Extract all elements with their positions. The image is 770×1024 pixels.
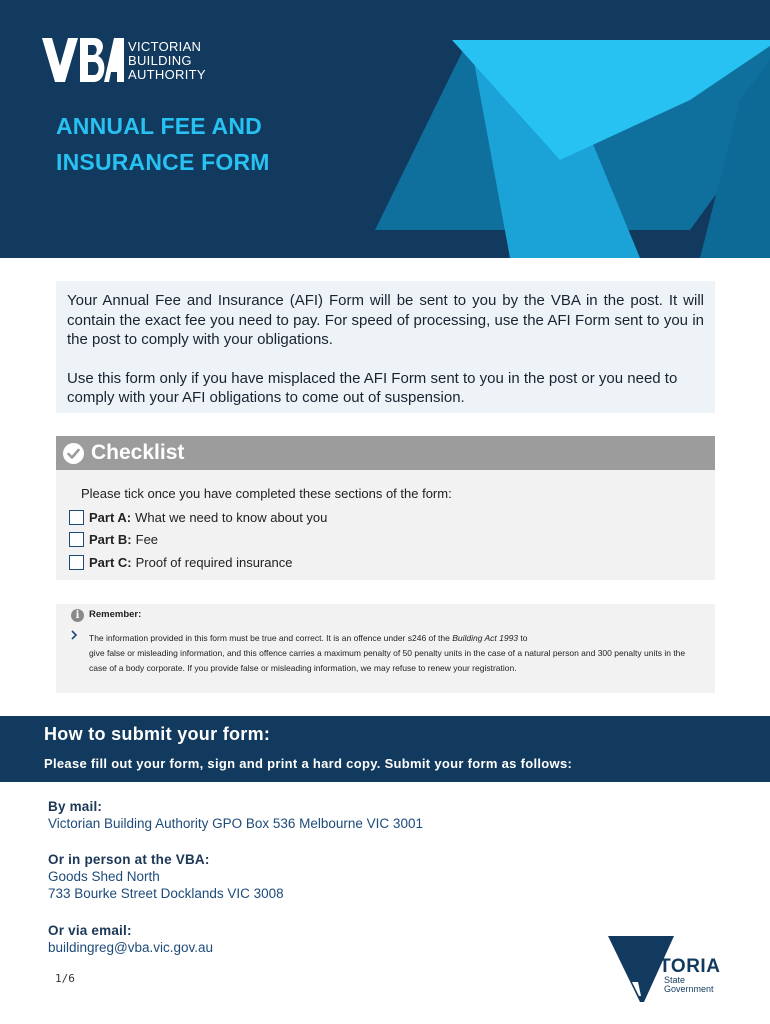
submit-subtitle: Please fill out your form, sign and print a hard copy. Submit your form as follows: bbox=[44, 756, 573, 771]
part-b-text: Fee bbox=[135, 531, 159, 547]
part-a-label: Part A: bbox=[89, 509, 132, 525]
vba-logo-mark-icon bbox=[42, 38, 124, 82]
remember-title: Remember: bbox=[89, 609, 142, 620]
submit-banner bbox=[0, 716, 770, 782]
submit-title: How to submit your form: bbox=[44, 724, 271, 744]
logo-line-3: AUTHORITY bbox=[128, 67, 206, 82]
victoria-state-government-logo bbox=[608, 936, 738, 1006]
vic-sub-line-1: State bbox=[664, 975, 686, 985]
checklist-body bbox=[56, 470, 715, 580]
logo-line-1: VICTORIAN bbox=[128, 39, 202, 54]
in-person-label: Or in person at the VBA: bbox=[48, 852, 210, 867]
title-line-1: ANNUAL FEE AND bbox=[56, 113, 262, 139]
chevron-right-icon bbox=[70, 630, 78, 640]
checklist-item-part-b[interactable] bbox=[69, 530, 158, 548]
contact-email bbox=[48, 922, 213, 956]
vba-logo-text bbox=[128, 40, 206, 82]
victoria-wordmark: VICTORIA bbox=[626, 956, 721, 977]
part-c-label: Part C: bbox=[89, 554, 132, 570]
title-line-2: INSURANCE FORM bbox=[56, 149, 270, 175]
checklist-item-part-c[interactable] bbox=[69, 553, 292, 571]
vic-sub-line-2: Government bbox=[664, 984, 714, 994]
checkmark-circle-icon bbox=[63, 443, 84, 464]
in-person-line-1: Goods Shed North bbox=[48, 869, 160, 884]
remember-text-lead: The information provided in this form must be true and correct. It is an offence under s246 of the bbox=[89, 633, 453, 643]
checkbox-part-c[interactable] bbox=[69, 555, 84, 570]
email-address-link[interactable]: buildingreg@vba.vic.gov.au bbox=[48, 940, 214, 955]
remember-text bbox=[89, 631, 699, 676]
act-name: Building Act 1993 bbox=[452, 633, 519, 643]
email-label: Or via email: bbox=[48, 923, 132, 938]
contact-mail bbox=[48, 798, 423, 832]
intro-panel bbox=[56, 281, 715, 413]
intro-paragraph-2: Use this form only if you have misplaced the AFI Form sent to you in the post or you need to comply with your AFI obligations to come out of suspension. bbox=[67, 369, 678, 406]
part-a-text: What we need to know about you bbox=[135, 509, 328, 525]
mail-label: By mail: bbox=[48, 799, 103, 814]
contact-in-person bbox=[48, 851, 284, 902]
logo-line-2: BUILDING bbox=[128, 53, 192, 68]
checklist-header bbox=[56, 436, 715, 470]
remember-panel bbox=[56, 604, 715, 693]
intro-paragraph-1: Your Annual Fee and Insurance (AFI) Form will be sent to you by the VBA in the post. It will contain the exact fee you need to pay. For speed of processing, use the AFI Form sent to you in the post to comply with your obligations. bbox=[67, 292, 704, 348]
remember-text-to: to bbox=[518, 633, 528, 643]
remember-text-continuation: give false or misleading information, and this offence carries a maximum penalty of 50 penalty units in the case of a natural person and 300 penalty units in the case of a body corporate. If you provide false or misleading information, we may refuse to renew your registration. bbox=[89, 648, 686, 673]
checkbox-part-b[interactable] bbox=[69, 532, 84, 547]
checklist-title: Checklist bbox=[91, 441, 185, 464]
state-government-text bbox=[664, 976, 714, 994]
part-c-text: Proof of required insurance bbox=[135, 554, 293, 570]
page-number: 1/6 bbox=[55, 972, 75, 985]
part-b-label: Part B: bbox=[89, 531, 132, 547]
checklist-instruction: Please tick once you have completed these sections of the form: bbox=[81, 486, 452, 501]
checklist-item-part-a[interactable] bbox=[69, 508, 327, 526]
info-icon: i bbox=[71, 609, 84, 622]
checkbox-part-a[interactable] bbox=[69, 510, 84, 525]
mail-address: Victorian Building Authority GPO Box 536 Melbourne VIC 3001 bbox=[48, 816, 423, 831]
in-person-line-2: 733 Bourke Street Docklands VIC 3008 bbox=[48, 886, 284, 901]
document-title bbox=[56, 108, 270, 180]
document-header bbox=[0, 0, 770, 258]
